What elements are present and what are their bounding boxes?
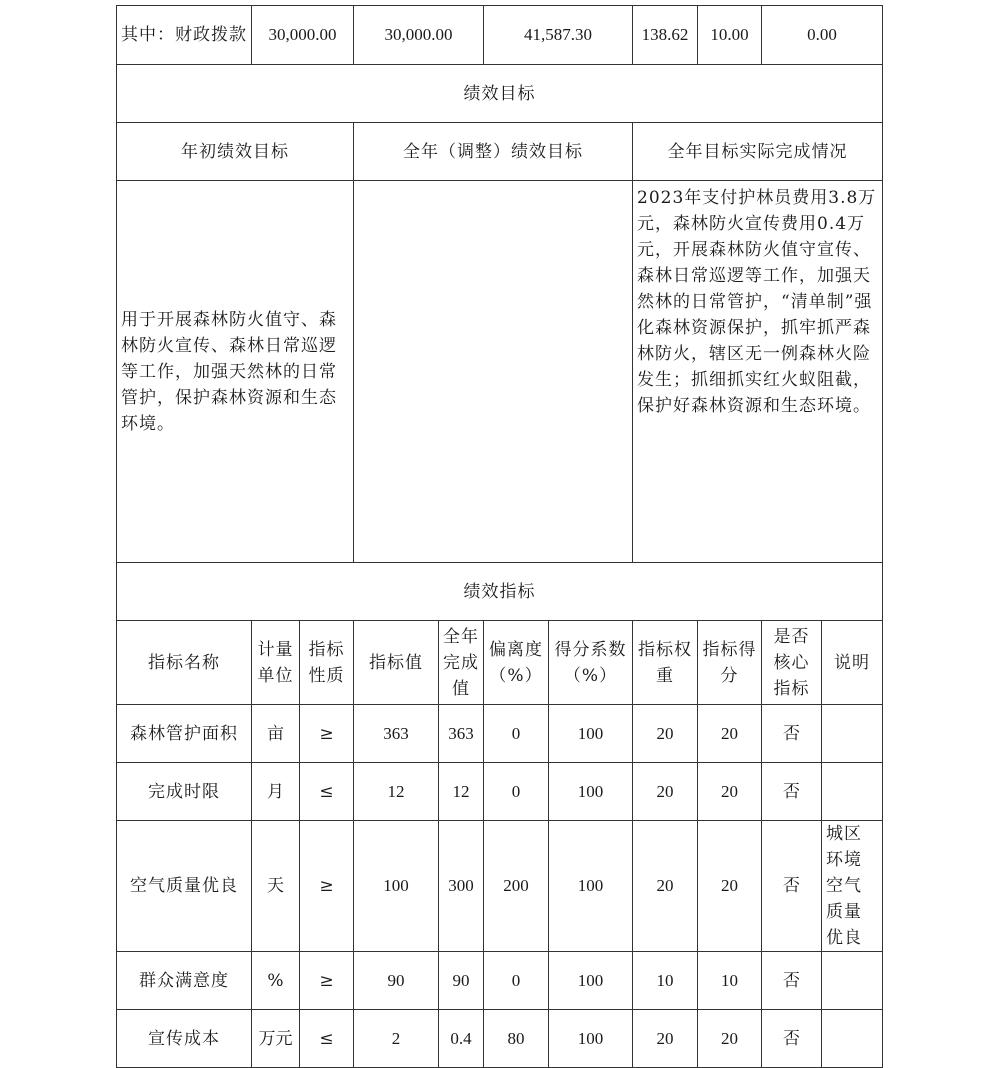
header-score: 指标得分 <box>698 621 762 705</box>
initial-goal-header: 年初绩效目标 <box>117 123 354 181</box>
funding-value-2: 30,000.00 <box>354 6 484 65</box>
header-annual-value: 全年完成值 <box>439 621 484 705</box>
indicator-weight: 20 <box>633 1010 698 1068</box>
indicator-is-core: 否 <box>762 952 822 1010</box>
indicator-unit: 月 <box>252 763 300 821</box>
indicator-name: 空气质量优良 <box>117 821 252 952</box>
indicator-unit: 亩 <box>252 705 300 763</box>
indicator-is-core: 否 <box>762 763 822 821</box>
indicator-remarks: 城区环境空气质量优良 <box>822 821 883 952</box>
header-unit: 计量单位 <box>252 621 300 705</box>
table-row <box>117 763 883 821</box>
header-score-coefficient: 得分系数（%） <box>549 621 633 705</box>
table-row <box>117 952 883 1010</box>
indicator-nature: ≤ <box>300 763 354 821</box>
indicator-nature: ≥ <box>300 952 354 1010</box>
indicator-deviation: 0 <box>484 952 549 1010</box>
header-is-core: 是否核心指标 <box>762 621 822 705</box>
indicator-coefficient: 100 <box>549 763 633 821</box>
table-row <box>117 821 883 952</box>
performance-table-wrapper <box>116 5 883 1068</box>
indicator-nature: ≤ <box>300 1010 354 1068</box>
indicator-name: 群众满意度 <box>117 952 252 1010</box>
funding-value-3: 41,587.30 <box>484 6 633 65</box>
indicator-target: 363 <box>354 705 439 763</box>
actual-result-text: 2023年支付护林员费用3.8万元，森林防火宣传费用0.4万元，开展森林防火值守宣传、森林日常巡逻等工作，加强天然林的日常管护，“清单制”强化森林资源保护，抓牢抓严森林防火，辖区无一例森林火险发生；抓细抓实红火蚁阻截，保护好森林资源和生态环境。 <box>633 181 883 563</box>
indicator-actual: 12 <box>439 763 484 821</box>
indicator-is-core: 否 <box>762 705 822 763</box>
indicator-target: 90 <box>354 952 439 1010</box>
indicator-deviation: 0 <box>484 705 549 763</box>
indicator-actual: 363 <box>439 705 484 763</box>
indicator-unit: 天 <box>252 821 300 952</box>
indicator-coefficient: 100 <box>549 1010 633 1068</box>
funding-label: 其中：财政拨款 <box>117 6 252 65</box>
initial-goal-text: 用于开展森林防火值守、森林防火宣传、森林日常巡逻等工作，加强天然林的日常管护，保护森林资源和生态环境。 <box>117 181 354 563</box>
header-weight: 指标权重 <box>633 621 698 705</box>
indicator-deviation: 200 <box>484 821 549 952</box>
indicator-remarks <box>822 705 883 763</box>
indicators-title-row <box>117 563 883 621</box>
indicator-remarks <box>822 1010 883 1068</box>
indicator-actual: 90 <box>439 952 484 1010</box>
funding-value-6: 0.00 <box>762 6 883 65</box>
indicator-name: 完成时限 <box>117 763 252 821</box>
indicator-coefficient: 100 <box>549 705 633 763</box>
indicator-score: 20 <box>698 763 762 821</box>
funding-value-4: 138.62 <box>633 6 698 65</box>
adjusted-goal-text <box>354 181 633 563</box>
indicator-name: 森林管护面积 <box>117 705 252 763</box>
table-row <box>117 1010 883 1068</box>
indicator-coefficient: 100 <box>549 952 633 1010</box>
indicator-weight: 10 <box>633 952 698 1010</box>
goals-title-row <box>117 65 883 123</box>
goals-section-title: 绩效目标 <box>117 65 883 123</box>
adjusted-goal-header: 全年（调整）绩效目标 <box>354 123 633 181</box>
indicator-weight: 20 <box>633 821 698 952</box>
indicator-target: 2 <box>354 1010 439 1068</box>
indicator-actual: 0.4 <box>439 1010 484 1068</box>
indicator-remarks <box>822 952 883 1010</box>
indicator-score: 20 <box>698 1010 762 1068</box>
indicator-weight: 20 <box>633 705 698 763</box>
funding-row <box>117 6 883 65</box>
indicator-weight: 20 <box>633 763 698 821</box>
actual-result-header: 全年目标实际完成情况 <box>633 123 883 181</box>
indicators-header-row <box>117 621 883 705</box>
goals-header-row <box>117 123 883 181</box>
indicator-actual: 300 <box>439 821 484 952</box>
indicator-coefficient: 100 <box>549 821 633 952</box>
indicator-is-core: 否 <box>762 1010 822 1068</box>
indicator-target: 12 <box>354 763 439 821</box>
indicator-is-core: 否 <box>762 821 822 952</box>
indicator-deviation: 80 <box>484 1010 549 1068</box>
indicator-score: 20 <box>698 705 762 763</box>
funding-value-1: 30,000.00 <box>252 6 354 65</box>
indicator-deviation: 0 <box>484 763 549 821</box>
indicator-unit: 万元 <box>252 1010 300 1068</box>
indicator-unit: % <box>252 952 300 1010</box>
performance-table <box>116 5 883 1068</box>
funding-value-5: 10.00 <box>698 6 762 65</box>
indicator-score: 10 <box>698 952 762 1010</box>
indicator-name: 宣传成本 <box>117 1010 252 1068</box>
indicators-section-title: 绩效指标 <box>117 563 883 621</box>
table-row <box>117 705 883 763</box>
header-nature: 指标性质 <box>300 621 354 705</box>
goals-content-row <box>117 181 883 563</box>
indicator-nature: ≥ <box>300 821 354 952</box>
indicator-nature: ≥ <box>300 705 354 763</box>
header-deviation: 偏离度（%） <box>484 621 549 705</box>
indicator-remarks <box>822 763 883 821</box>
header-remarks: 说明 <box>822 621 883 705</box>
indicator-target: 100 <box>354 821 439 952</box>
header-target-value: 指标值 <box>354 621 439 705</box>
indicator-score: 20 <box>698 821 762 952</box>
header-indicator-name: 指标名称 <box>117 621 252 705</box>
